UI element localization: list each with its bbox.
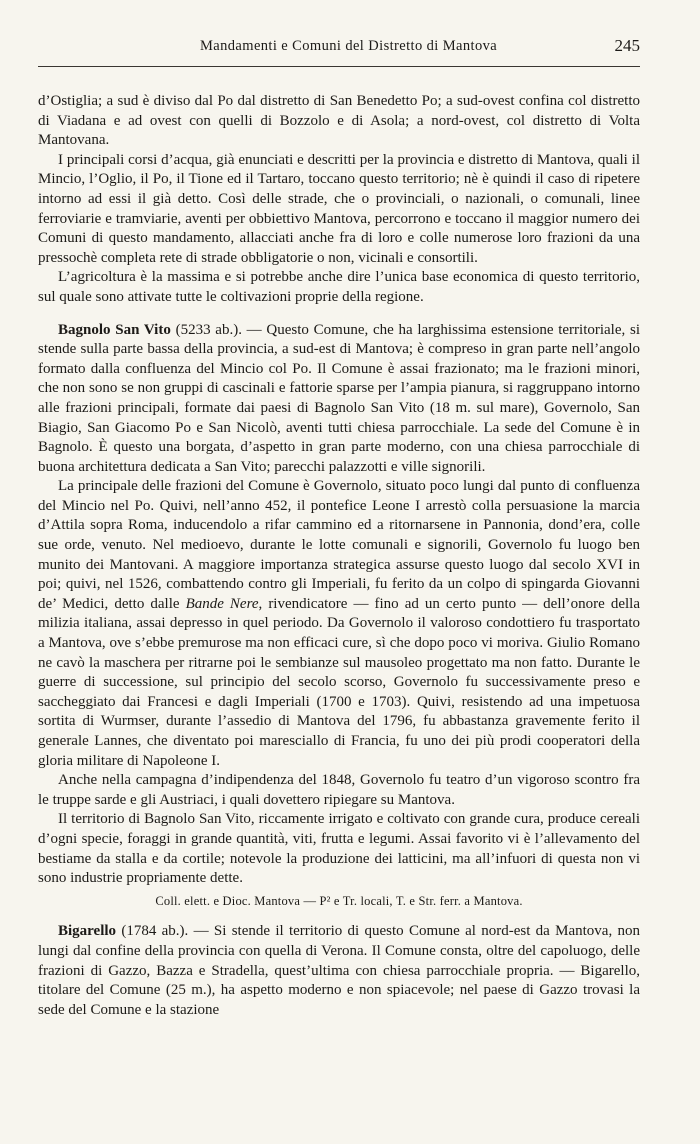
entry-bigarello (38, 922, 640, 1020)
paragraph-territorio-bagnolo: Il territorio di Bagnolo San Vito, riccamente irrigato e coltivato con grande cura, produce cereali d’ogni specie, foraggi in grande quantità, viti, frutta e legumi. Assai favorito vi è l’allevamento del bestiame da stalla e da cortile; notevole la produzione dei latticini, ma all’infuori di questa non vi sono industrie propriamente dette. (38, 811, 640, 887)
governolo-text-b: , rivendicatore — fino ad un certo punto — dell’onore della milizia italiana, assai depresso in quel periodo. Da Governolo il valoroso condottiero fu trasportato a Mantova, ove s’ebbe premurose ma non efficaci cure, sì che dopo poco vi moriva. Giulio Romano ne cavò la maschera per ritrarne poi le sembianze sul mausoleo progettato ma non fatto. Durante le guerre di successione, sul principio del secolo scorso, Governolo fu successivamente preso e saccheggiato dai Francesi e dagli Imperiali (1700 e 1703). Quivi, resistendo ad una impetuosa sortita di Wurmser, durante l’assedio di Mantova del 1796, fu abbastanza gravemente ferito il generale Lannes, che diventato poi maresciallo di Francia, fu uno dei più prodi cooperatori della gloria militare di Napoleone I. (38, 595, 641, 769)
citation-line: Coll. elett. e Dioc. Mantova — P² e Tr. locali, T. e Str. ferr. a Mantova. (155, 893, 523, 908)
entry-text-bigarello: (1784 ab.). — Si stende il territorio di questo Comune al nord-est da Mantova, non lungi dal confine della provincia con quella di Verona. Il Comune consta, oltre del capoluogo, delle frazioni di Gazzo, Bazza e Stradella, quest’ultima con chiesa parrocchiale propria. — Bigarello, titolare del Comune (25 m.), ha aspetto moderno e non spiacevole; nel paese di Gazzo trovasi la sede del Comune e la stazione (38, 923, 640, 1018)
entry-name-bagnolo: Bagnolo San Vito (58, 321, 171, 338)
paragraph-agricoltura: L’agricoltura è la massima e si potrebbe anche dire l’unica base economica di questo territorio, sul quale sono attivate tutte le coltivazioni proprie della regione. (38, 269, 640, 305)
paragraph-governolo (38, 477, 640, 771)
governolo-text-a: La principale delle frazioni del Comune è Governolo, situato poco lungi dal punto di confluenza del Mincio nel Po. Quivi, nell’anno 452, il pontefice Leone I arrestò colla persuasione la marcia d’Attila sopra Roma, inducendolo a rifar cammino ed a ritornarsene in Pannonia, dond’era, colle sue orde, venuto. Nel medioevo, durante le lotte comunali e signorili, Governolo fu luogo ben munito dei Mantovani. A maggiore importanza strategica assurse questo luogo dal secolo XVI in poi; quivi, nel 1526, combattendo contro gli Imperiali, fu ferito da un colpo di spingarda Giovanni de’ Medici, detto dalle (38, 478, 640, 612)
page-number: 245 (614, 36, 640, 55)
running-header (38, 36, 640, 67)
header-title: Mandamenti e Comuni del Distretto di Mantova (200, 38, 498, 54)
entry-name-bigarello: Bigarello (58, 923, 117, 940)
paragraph-campagna-1848: Anche nella campagna d’indipendenza del 1848, Governolo fu teatro d’un vigoroso scontro fra le truppe sarde e gli Austriaci, i quali dovettero ripiegare su Mantova. (38, 772, 640, 808)
paragraph-corsi-acqua: I principali corsi d’acqua, già enunciati e descritti per la provincia e distretto di Mantova, quali il Mincio, l’Oglio, il Po, il Tione ed il Tartaro, toccano questo territorio; nè è quindi il caso di ripetere intorno ad essi il già detto. Così delle strade, che o provinciali, o nazionali, o comunali, linee ferroviarie e tramviarie, aventi per obbiettivo Mantova, percorrono e toccano il maggior numero dei Comuni di questo mandamento, allacciati anche fra di loro e colle numerose loro frazioni da una pressochè completa rete di strade obbligatorie o non, vicinali e consortili. (38, 151, 640, 266)
entry-text-bagnolo: (5233 ab.). — Questo Comune, che ha larghissima estensione territoriale, si stende sulla parte bassa della provincia, a sud-est di Mantova; è compreso in gran parte nell’angolo formato dalla confluenza del Mincio col Po. Il Comune è assai frazionato; ma le frazioni minori, che non sono se non gruppi di cascinali e fattorie sparse per l’ampia pianura, si raggruppano intorno alle frazioni principali, formate dai paesi di Bagnolo San Vito (18 m. sul mare), Governolo, San Biagio, San Giacomo Po e San Nicolò, aventi tutti chiesa parrocchiale. La sede del Comune è in Bagnolo. È questo una borgata, d’aspetto in gran parte moderno, con una chiesa parrocchiale di buona architettura dedicata a San Vito; parecchi palazzotti e ville signorili. (38, 321, 640, 475)
body-text (38, 92, 640, 1020)
entry-bagnolo (38, 321, 640, 478)
bande-nere-italic: Bande Nere (185, 595, 259, 612)
paragraph-ostiglia: d’Ostiglia; a sud è diviso dal Po dal distretto di San Benedetto Po; a sud-ovest confina col distretto di Viadana e ad ovest con quelli di Bozzolo e di Asola; a nord-ovest, col distretto di Volta Mantovana. (38, 93, 640, 149)
